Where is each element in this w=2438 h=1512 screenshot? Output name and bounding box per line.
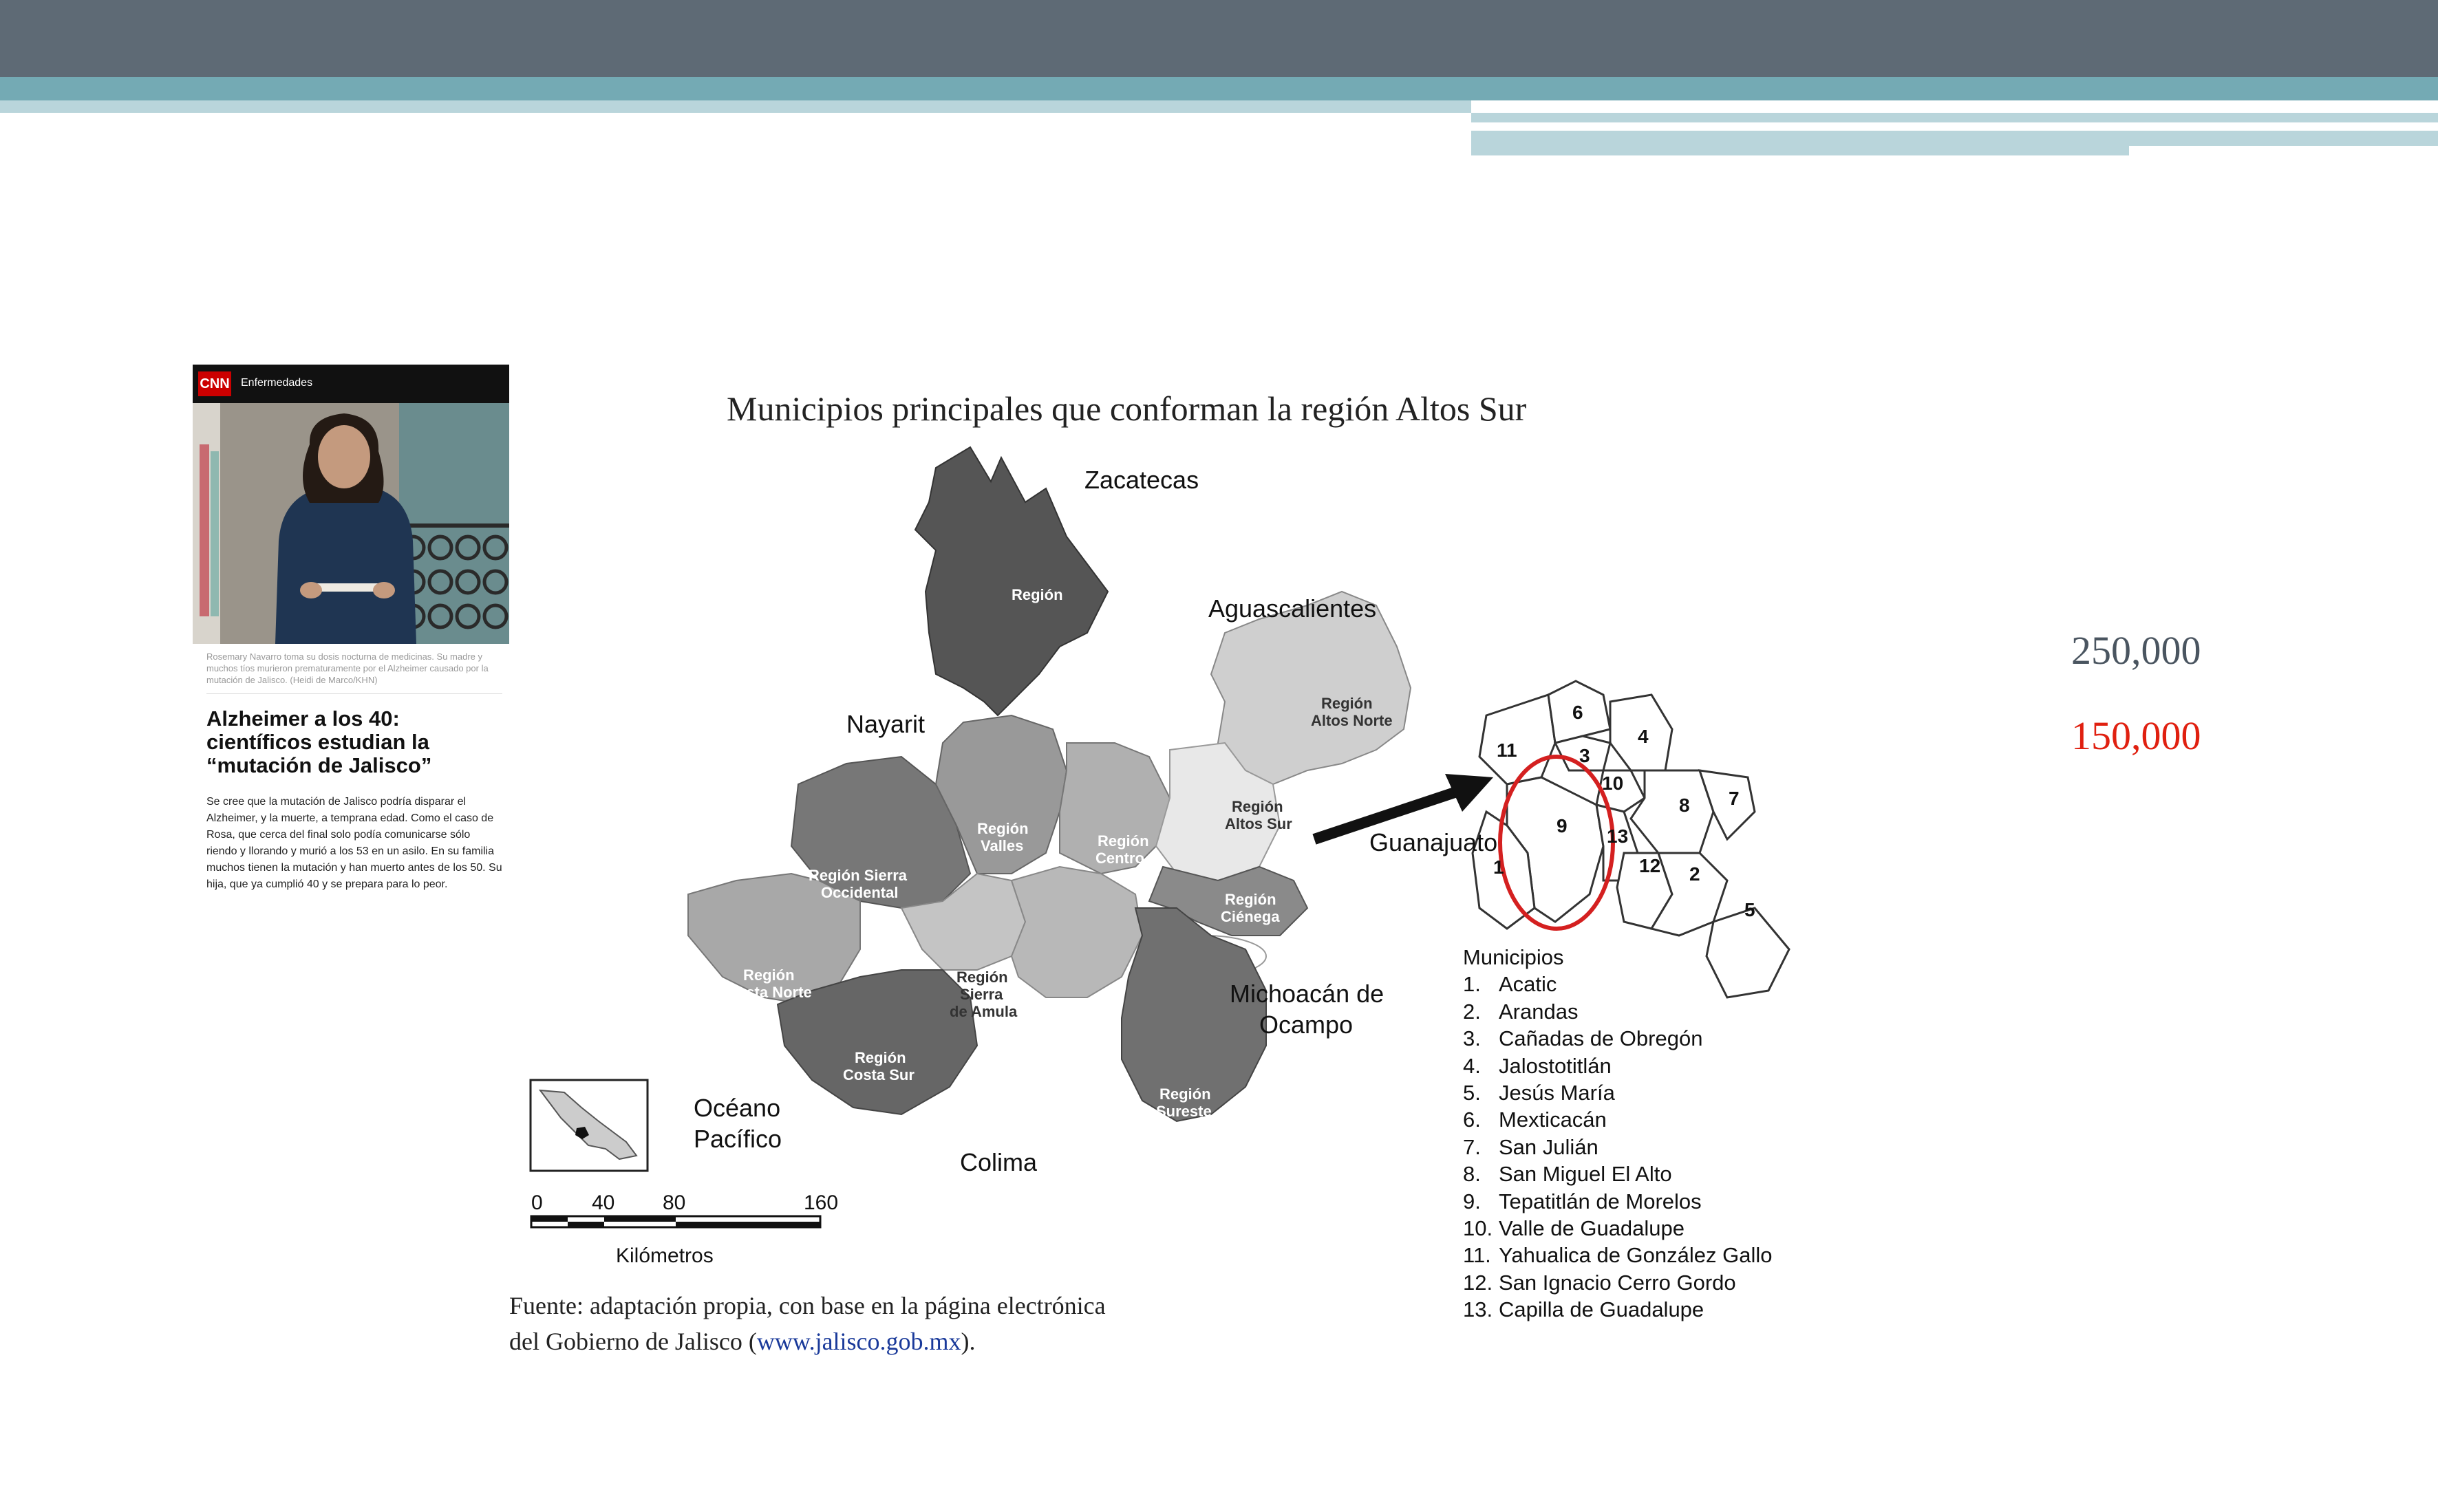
label-altos-norte-1: Región: [1321, 695, 1373, 712]
label-costa-sur-2: Costa Sur: [843, 1066, 915, 1083]
news-article-card: [193, 365, 509, 929]
article-photo: [193, 403, 509, 644]
label-oceano-2: Pacífico: [694, 1125, 782, 1153]
label-sierra-amula-3: de Amula: [950, 1003, 1018, 1020]
article-section: Enfermedades: [241, 377, 313, 389]
legend-item: 2. Arandas: [1463, 999, 1579, 1024]
label-colima: Colima: [960, 1148, 1038, 1176]
legend-item: 3. Cañadas de Obregón: [1463, 1026, 1703, 1051]
stat-value-primary: 250,000: [2071, 628, 2201, 673]
header-stripe-left: [0, 100, 1471, 113]
label-michoacan-1: Michoacán de: [1230, 980, 1384, 1008]
label-costa-sur-1: Región: [855, 1049, 906, 1066]
region-norte-shape: [915, 447, 1108, 715]
label-sierra-occidental-2: Occidental: [821, 884, 899, 901]
article-headline[interactable]: Alzheimer a los 40: científicos estudian la “mutación de Jalisco”: [206, 706, 432, 777]
legend-item: 8. San Miguel El Alto: [1463, 1162, 1672, 1187]
label-sierra-occidental-1: Región Sierra: [809, 867, 908, 884]
photo-illustration: [193, 403, 509, 644]
label-altos-norte-2: Altos Norte: [1311, 712, 1393, 729]
header-stripe-right-tail: [2129, 131, 2438, 146]
region-sur-shape: [1012, 867, 1142, 997]
legend-item: 9. Tepatitlán de Morelos: [1463, 1189, 1702, 1213]
stat-value-accent: 150,000: [2071, 713, 2201, 758]
label-sierra-amula-1: Región: [956, 969, 1008, 986]
source-line-2: del Gobierno de Jalisco (www.jalisco.gob.mx).: [509, 1328, 976, 1355]
label-sureste-1: Región: [1159, 1086, 1211, 1103]
label-cienega-1: Región: [1225, 891, 1276, 908]
legend-item: 11. Yahualica de González Gallo: [1463, 1243, 1773, 1268]
legend-item: 12. San Ignacio Cerro Gordo: [1463, 1270, 1736, 1295]
label-zacatecas: Zacatecas: [1084, 466, 1199, 494]
header-stripe-right-top: [1471, 113, 2438, 122]
label-region-norte: Región: [1012, 586, 1063, 603]
muni-num-1: 1: [1493, 856, 1504, 878]
muni-num-13: 13: [1607, 825, 1629, 847]
scale-tick-0: 0: [531, 1191, 543, 1214]
muni-num-9: 9: [1557, 815, 1568, 836]
source-link[interactable]: www.jalisco.gob.mx: [756, 1328, 961, 1355]
muni-num-4: 4: [1638, 726, 1649, 747]
label-sur-2: Sur: [1056, 1034, 1082, 1051]
source-citation: [509, 1288, 1266, 1359]
header-bar-teal: [0, 77, 2438, 100]
header-bar-dark: [0, 0, 2438, 77]
label-sierra-amula-2: Sierra: [960, 986, 1003, 1003]
legend-item: 4. Jalostotitlán: [1463, 1053, 1612, 1078]
scale-tick-80: 80: [663, 1191, 686, 1214]
legend-item: 13. Capilla de Guadalupe: [1463, 1297, 1704, 1322]
muni-num-3: 3: [1579, 745, 1590, 766]
label-centro-2: Centro: [1095, 850, 1144, 867]
muni-num-11: 11: [1497, 739, 1517, 761]
cnn-logo: CNN: [198, 371, 231, 396]
label-costa-norte-1: Región: [743, 966, 795, 984]
scale-bar: [531, 1216, 820, 1227]
muni-num-12: 12: [1639, 855, 1661, 876]
label-altos-sur-1: Región: [1232, 798, 1283, 815]
label-valles-2: Valles: [981, 837, 1024, 854]
article-summary: Se cree que la mutación de Jalisco podría disparar el Alzheimer, y la muerte, a temprana edad. Como el caso de Rosa, que cerca del final solo podía comunicarse sólo riendo y llorando y murió a los 53 en un asilo. En su familia muchos tienen la mutación y han muerto antes de los 50. Su hija, que ya cumplió 40 y se prepara para lo peor.: [206, 796, 502, 890]
label-costa-norte-2: Costa Norte: [726, 984, 812, 1001]
divider: [206, 693, 502, 694]
legend-title: Municipios: [1463, 945, 1564, 969]
label-valles-1: Región: [977, 820, 1029, 837]
label-centro-1: Región: [1098, 832, 1149, 850]
label-sureste-2: Sureste: [1156, 1103, 1212, 1120]
map-title: Municipios principales que conforman la región Altos Sur: [727, 389, 1527, 428]
legend-item: 7. San Julián: [1463, 1134, 1598, 1159]
muni-num-8: 8: [1679, 795, 1690, 816]
municipality-legend: [1463, 944, 1773, 1324]
photo-caption: Rosemary Navarro toma su dosis nocturna de medicinas. Su madre y muchos tíos murieron prematuramente por el Alzheimer causado por la mutación de Jalisco. (Heidi de Marco/KHN): [206, 651, 489, 685]
source-line-1: Fuente: adaptación propia, con base en la página electrónica: [509, 1292, 1106, 1319]
muni-num-6: 6: [1572, 702, 1583, 723]
label-oceano-1: Océano: [694, 1094, 781, 1122]
legend-item: 10. Valle de Guadalupe: [1463, 1216, 1685, 1241]
muni-num-7: 7: [1729, 788, 1740, 809]
municipality-11-shape: [1479, 695, 1555, 784]
scale-unit: Kilómetros: [616, 1244, 714, 1267]
legend-item: 5. Jesús María: [1463, 1081, 1615, 1105]
muni-num-10: 10: [1602, 773, 1624, 794]
municipality-8-shape: [1631, 770, 1713, 853]
article-topbar: [193, 365, 509, 403]
label-nayarit: Nayarit: [846, 710, 926, 738]
label-cienega-2: Ciénega: [1221, 908, 1280, 925]
header-stripe-right-bottom: [1471, 131, 2129, 155]
muni-num-5: 5: [1744, 899, 1755, 920]
scale-tick-160: 160: [804, 1191, 839, 1214]
scale-tick-40: 40: [592, 1191, 615, 1214]
label-michoacan-2: Ocampo: [1259, 1011, 1354, 1039]
label-guanajuato: Guanajuato: [1369, 828, 1498, 856]
legend-item: 1. Acatic: [1463, 972, 1557, 997]
legend-item: 6. Mexticacán: [1463, 1108, 1607, 1132]
label-altos-sur-2: Altos Sur: [1225, 815, 1292, 832]
muni-num-2: 2: [1689, 863, 1700, 885]
label-aguascalientes: Aguascalientes: [1208, 594, 1377, 623]
label-sur-1: Región: [1036, 1017, 1087, 1034]
